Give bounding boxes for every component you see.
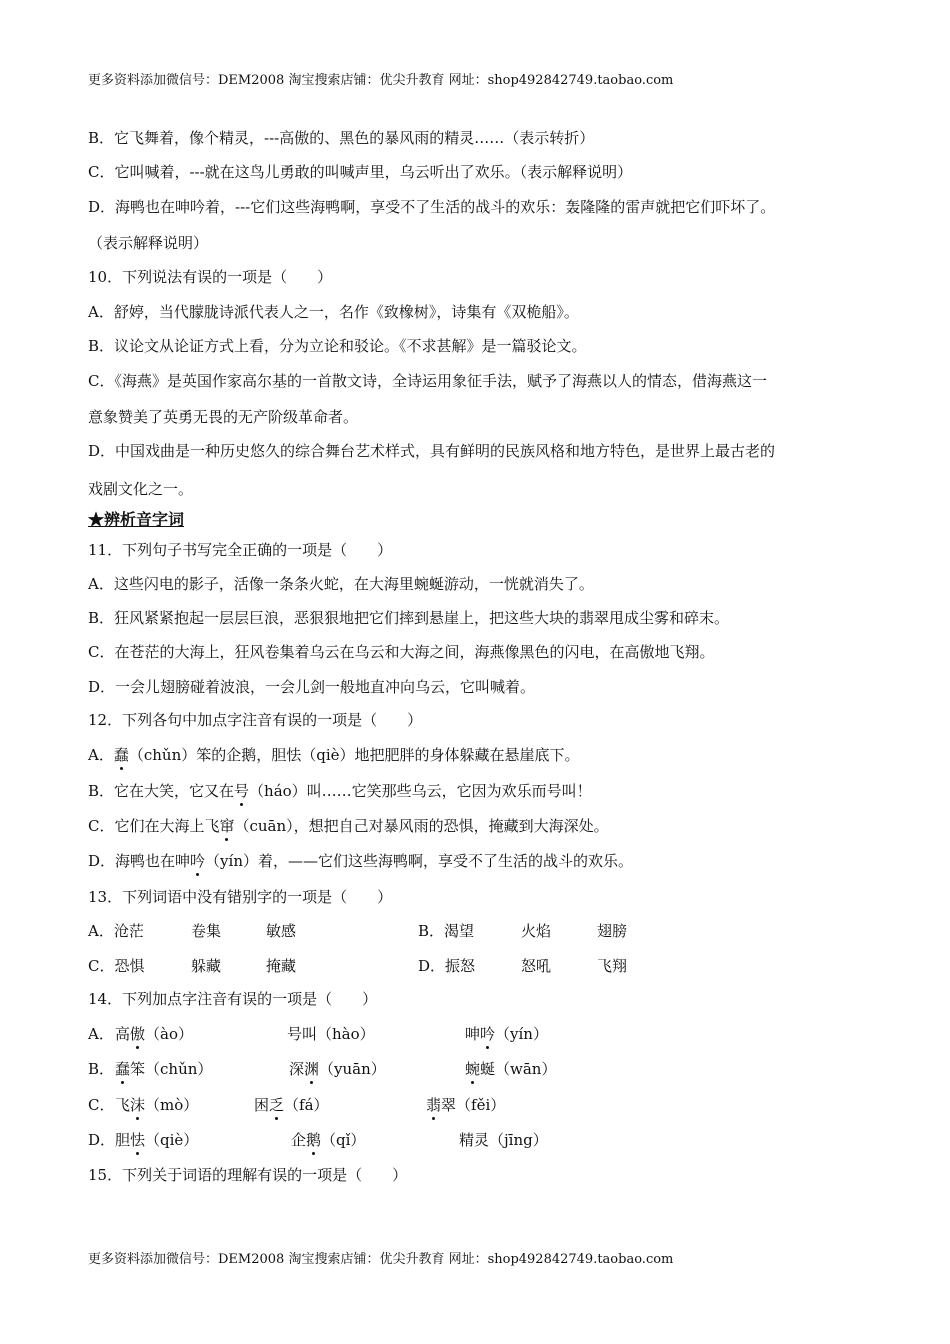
q9-option-d-line1: D．海鸭也在呻吟着，---它们这些海鸭啊，享受不了生活的战斗的欢乐：轰隆隆的雷声就把它们吓坏了。	[88, 198, 776, 216]
q13-option-a-word3: 敏感	[266, 922, 297, 940]
q10-option-a: A．舒婷，当代朦胧诗派代表人之一，名作《致橡树》，诗集有《双桅船》。	[88, 303, 579, 321]
q12-option-a: A．蠢（chǔn）笨的企鹅，胆怯（qiè）地把肥胖的身体躲藏在悬崖底下。	[88, 746, 580, 764]
q14-stem: 14．下列加点字注音有误的一项是（ ）	[88, 990, 378, 1008]
q14-option-c-word2: 困乏（fá）	[254, 1096, 329, 1114]
q9-option-b: B．它飞舞着，像个精灵，---高傲的、黑色的暴风雨的精灵……（表示转折）	[88, 129, 595, 147]
q13-stem: 13．下列词语中没有错别字的一项是（ ）	[88, 888, 393, 906]
q13-option-a-word1: A．沧茫	[88, 922, 144, 940]
q11-stem: 11．下列句子书写完全正确的一项是（ ）	[88, 541, 393, 559]
q9-option-c: C．它叫喊着，---就在这鸟儿勇敢的叫喊声里，乌云听出了欢乐。（表示解释说明）	[88, 163, 633, 181]
q13-option-d-word3: 飞翔	[597, 957, 628, 975]
q14-option-b-label: B．	[88, 1060, 115, 1078]
q14-option-d-word2: 企鹅（qǐ）	[291, 1131, 366, 1149]
q10-stem: 10．下列说法有误的一项是（ ）	[88, 268, 333, 286]
q12-option-d: D．海鸭也在呻吟（yín）着，——它们这些海鸭啊，享受不了生活的战斗的欢乐。	[88, 852, 633, 870]
q12-stem: 12．下列各句中加点字注音有误的一项是（ ）	[88, 711, 423, 729]
page-footer: 更多资料添加微信号：DEM2008 淘宝搜索店铺：优尖升教育 网址：shop492842749.taobao.com	[88, 1252, 674, 1267]
q13-option-d-word2: 怒吼	[521, 957, 552, 975]
section-heading: ★辨析音字词	[88, 510, 185, 529]
q14-option-b-word1: 蠢笨（chǔn）	[115, 1060, 213, 1078]
q14-option-a-label: A．	[88, 1025, 114, 1043]
q13-option-d-word1: D．振怒	[418, 957, 476, 975]
q10-option-d-line2: 戏剧文化之一。	[88, 480, 194, 498]
q14-option-a-word3: 呻吟（yín）	[465, 1025, 548, 1043]
q14-option-c-word3: 翡翠（fěi）	[426, 1096, 506, 1114]
q13-option-a-word2: 卷集	[191, 922, 222, 940]
q13-option-b-word3: 翅膀	[597, 922, 628, 940]
q10-option-c-line2: 意象赞美了英勇无畏的无产阶级革命者。	[88, 408, 359, 426]
q11-option-c: C．在苍茫的大海上，狂风卷集着乌云在乌云和大海之间，海燕像黑色的闪电，在高傲地飞翔。	[88, 643, 715, 661]
q14-option-d-word3: 精灵（jīng）	[459, 1131, 548, 1149]
q10-option-b: B．议论文从论证方式上看，分为立论和驳论。《不求甚解》是一篇驳论文。	[88, 337, 587, 355]
q14-option-b-word3: 蜿蜒（wān）	[465, 1060, 557, 1078]
q11-option-d: D．一会儿翅膀碰着波浪，一会儿剑一般地直冲向乌云，它叫喊着。	[88, 678, 536, 696]
q13-option-b-word2: 火焰	[521, 922, 552, 940]
q13-option-c-word2: 躲藏	[191, 957, 222, 975]
q15-stem: 15．下列关于词语的理解有误的一项是（ ）	[88, 1166, 408, 1184]
q13-option-b-word1: B．渴望	[418, 922, 475, 940]
q10-option-d-line1: D．中国戏曲是一种历史悠久的综合舞台艺术样式，具有鲜明的民族风格和地方特色，是世界上最古老的	[88, 442, 776, 460]
q12-option-c: C．它们在大海上飞窜（cuān），想把自己对暴风雨的恐惧，掩藏到大海深处。	[88, 817, 609, 835]
q14-option-d-label: D．	[88, 1131, 116, 1149]
q10-option-c-line1: C．《海燕》是英国作家高尔基的一首散文诗，全诗运用象征手法，赋予了海燕以人的情态，借海燕这一	[88, 372, 767, 390]
q14-option-a-word1: 高傲（ào）	[115, 1025, 194, 1043]
page-header: 更多资料添加微信号：DEM2008 淘宝搜索店铺：优尖升教育 网址：shop492842749.taobao.com	[88, 73, 674, 88]
q14-option-d-word1: 胆怯（qiè）	[115, 1131, 199, 1149]
q14-option-c-word1: 飞沫（mò）	[115, 1096, 199, 1114]
q14-option-c-label: C．	[88, 1096, 115, 1114]
q14-option-b-word2: 深渊（yuān）	[289, 1060, 386, 1078]
q11-option-a: A．这些闪电的影子，活像一条条火蛇，在大海里蜿蜒游动，一恍就消失了。	[88, 575, 594, 593]
q12-option-b: B．它在大笑，它又在号（háo）叫……它笑那些乌云，它因为欢乐而号叫！	[88, 782, 592, 800]
q14-option-a-word2: 号叫（hào）	[287, 1025, 375, 1043]
q11-option-b: B．狂风紧紧抱起一层层巨浪，恶狠狠地把它们摔到悬崖上，把这些大块的翡翠甩成尘雾和碎末。	[88, 609, 730, 627]
q13-option-c-word3: 掩藏	[266, 957, 297, 975]
q9-option-d-line2: （表示解释说明）	[88, 234, 209, 252]
q13-option-c-word1: C．恐惧	[88, 957, 145, 975]
